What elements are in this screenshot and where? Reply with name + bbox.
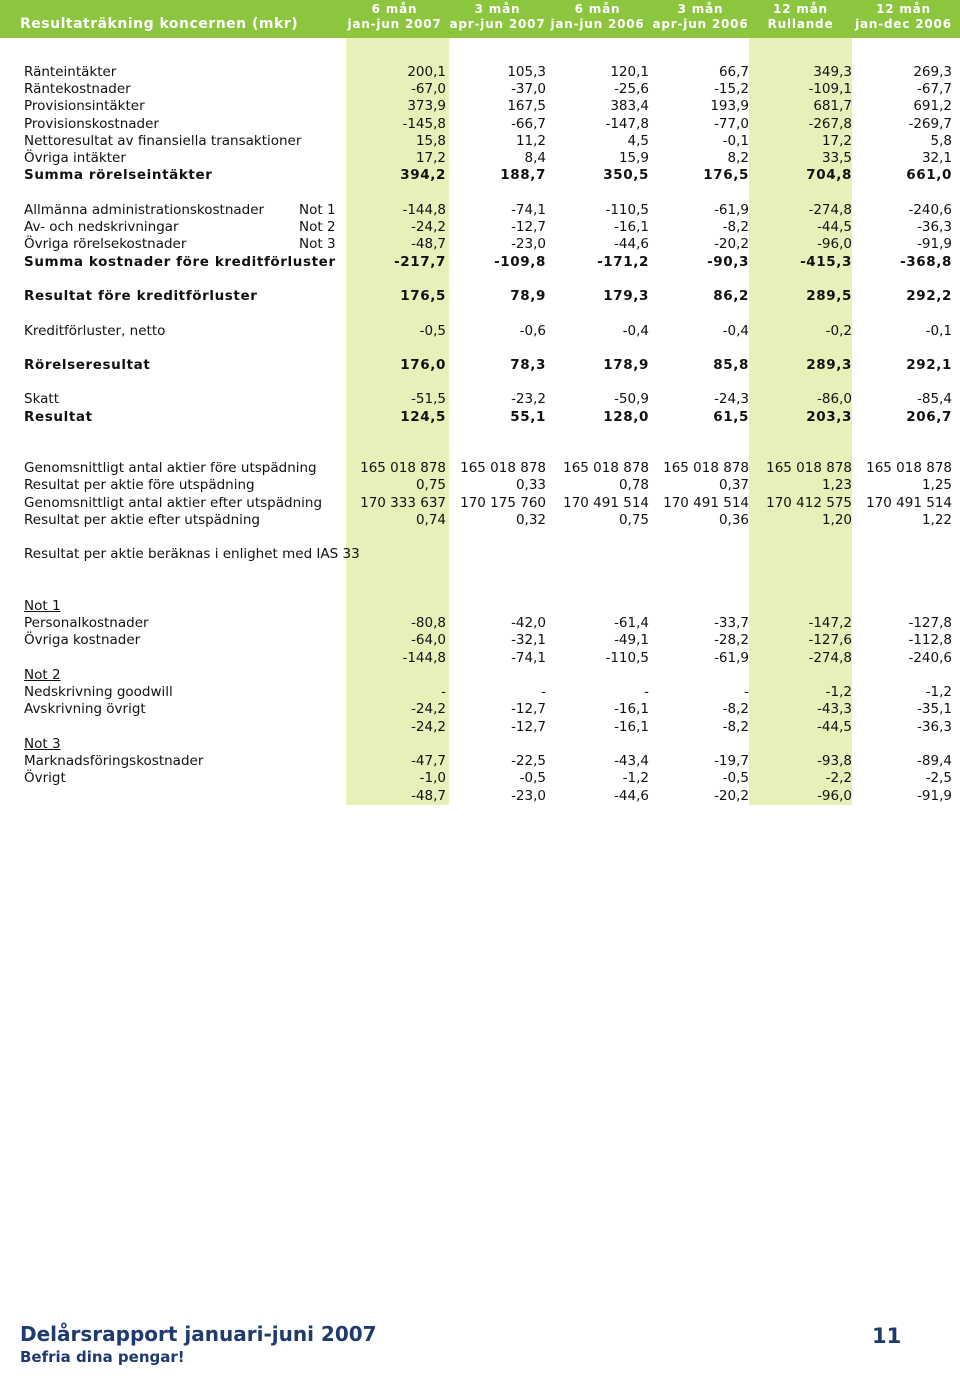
table-row xyxy=(0,701,960,718)
cell-value: -24,2 xyxy=(411,219,446,235)
cell-value: -0,5 xyxy=(419,323,446,339)
cell-value: 292,2 xyxy=(906,288,952,304)
cell-value: -43,4 xyxy=(614,753,649,769)
cell-value: -23,0 xyxy=(511,236,546,252)
cell-value: 176,0 xyxy=(400,357,446,373)
cell-value: -0,4 xyxy=(722,323,749,339)
table-row xyxy=(0,150,960,167)
page-title: Resultaträkning koncernen (mkr) xyxy=(20,16,299,32)
table-row xyxy=(0,219,960,236)
cell-value: -127,6 xyxy=(808,632,852,648)
cell-value: -147,2 xyxy=(808,615,852,631)
table-row xyxy=(0,133,960,150)
cell-value: -8,2 xyxy=(722,719,749,735)
table-row xyxy=(0,236,960,253)
cell-value: 170 175 760 xyxy=(460,495,546,511)
cell-value: 170 412 575 xyxy=(766,495,852,511)
cell-value: 120,1 xyxy=(610,64,649,80)
table-row xyxy=(0,632,960,649)
table-row xyxy=(0,736,960,753)
cell-value: 61,5 xyxy=(713,409,749,425)
table-row xyxy=(0,288,960,305)
cell-value: -49,1 xyxy=(614,632,649,648)
row-label: Resultat xyxy=(24,409,93,425)
cell-value: -274,8 xyxy=(808,202,852,218)
row-label: Summa rörelseintäkter xyxy=(24,167,213,183)
row-label: Not 2 xyxy=(24,667,61,683)
cell-value: 105,3 xyxy=(507,64,546,80)
report-title: Delårsrapport januari-juni 2007 xyxy=(20,1322,377,1346)
row-label: Rörelseresultat xyxy=(24,357,151,373)
row-label: Av- och nedskrivningar xyxy=(24,219,179,235)
table-header xyxy=(0,0,960,38)
cell-value: 289,3 xyxy=(806,357,852,373)
cell-value: 8,2 xyxy=(727,150,749,166)
cell-value: -86,0 xyxy=(817,391,852,407)
cell-value: -25,6 xyxy=(614,81,649,97)
column-header: 12 mån Rullande xyxy=(767,2,834,31)
cell-value: -0,4 xyxy=(622,323,649,339)
cell-value: 188,7 xyxy=(500,167,546,183)
cell-value: -33,7 xyxy=(714,615,749,631)
table-row xyxy=(0,477,960,494)
table-row xyxy=(0,81,960,98)
table-row xyxy=(0,770,960,787)
cell-value: 373,9 xyxy=(407,98,446,114)
cell-value: -8,2 xyxy=(722,701,749,717)
row-label: Summa kostnader före kreditförluster xyxy=(24,254,336,270)
cell-value: 33,5 xyxy=(821,150,852,166)
cell-value: -1,0 xyxy=(419,770,446,786)
cell-value: -42,0 xyxy=(511,615,546,631)
cell-value: -12,7 xyxy=(511,719,546,735)
row-label: Räntekostnader xyxy=(24,81,131,97)
cell-value: -2,5 xyxy=(925,770,952,786)
cell-value: -1,2 xyxy=(825,684,852,700)
cell-value: 176,5 xyxy=(703,167,749,183)
cell-value: -47,7 xyxy=(411,753,446,769)
table-row xyxy=(0,650,960,667)
cell-value: -44,5 xyxy=(817,219,852,235)
row-label: Nedskrivning goodwill xyxy=(24,684,173,700)
cell-value: -8,2 xyxy=(722,219,749,235)
cell-value: -61,9 xyxy=(714,650,749,666)
cell-value: -77,0 xyxy=(714,116,749,132)
cell-value: 165 018 878 xyxy=(360,460,446,476)
cell-value: -36,3 xyxy=(917,219,952,235)
cell-value: -48,7 xyxy=(411,788,446,804)
cell-value: 179,3 xyxy=(603,288,649,304)
cell-value: -269,7 xyxy=(908,116,952,132)
row-label: Avskrivning övrigt xyxy=(24,701,146,717)
cell-value: 1,20 xyxy=(821,512,852,528)
table-row xyxy=(0,667,960,684)
table-row xyxy=(0,598,960,615)
cell-value: 124,5 xyxy=(400,409,446,425)
cell-value: -16,1 xyxy=(614,719,649,735)
cell-value: 0,78 xyxy=(618,477,649,493)
cell-value: 0,37 xyxy=(718,477,749,493)
cell-value: -109,8 xyxy=(494,254,546,270)
cell-value: -85,4 xyxy=(917,391,952,407)
row-label: Resultat per aktie efter utspädning xyxy=(24,512,261,528)
cell-value: 0,75 xyxy=(415,477,446,493)
cell-value: 203,3 xyxy=(806,409,852,425)
cell-value: -112,8 xyxy=(908,632,952,648)
cell-value: -1,2 xyxy=(925,684,952,700)
cell-value: -415,3 xyxy=(800,254,852,270)
cell-value: -12,7 xyxy=(511,701,546,717)
table-row xyxy=(0,615,960,632)
table-row xyxy=(0,116,960,133)
cell-value: -109,1 xyxy=(808,81,852,97)
table-row xyxy=(0,684,960,701)
table-row xyxy=(0,460,960,477)
column-header: 3 mån apr-jun 2007 xyxy=(449,2,546,31)
cell-value: 66,7 xyxy=(718,64,749,80)
note-reference: Not 1 xyxy=(299,202,336,218)
cell-value: -0,2 xyxy=(825,323,852,339)
cell-value: 0,75 xyxy=(618,512,649,528)
cell-value: -16,1 xyxy=(614,219,649,235)
row-label: Personalkostnader xyxy=(24,615,149,631)
cell-value: - xyxy=(744,684,749,700)
row-label: Övriga kostnader xyxy=(24,632,141,648)
cell-value: -66,7 xyxy=(511,116,546,132)
table-row xyxy=(0,64,960,81)
cell-value: 17,2 xyxy=(415,150,446,166)
cell-value: 5,8 xyxy=(930,133,952,149)
cell-value: 0,33 xyxy=(515,477,546,493)
cell-value: -0,1 xyxy=(925,323,952,339)
cell-value: 1,23 xyxy=(821,477,852,493)
table-row xyxy=(0,357,960,374)
table-row xyxy=(0,719,960,736)
cell-value: -19,7 xyxy=(714,753,749,769)
cell-value: 193,9 xyxy=(710,98,749,114)
row-label: Provisionsintäkter xyxy=(24,98,145,114)
cell-value: -91,9 xyxy=(917,236,952,252)
cell-value: 681,7 xyxy=(813,98,852,114)
cell-value: 0,36 xyxy=(718,512,749,528)
cell-value: -96,0 xyxy=(817,788,852,804)
cell-value: 1,25 xyxy=(921,477,952,493)
row-label: Resultat per aktie beräknas i enlighet med IAS 33 xyxy=(24,546,360,562)
note-reference: Not 3 xyxy=(299,236,336,252)
cell-value: -274,8 xyxy=(808,650,852,666)
cell-value: 394,2 xyxy=(400,167,446,183)
table-row xyxy=(0,202,960,219)
row-label: Kreditförluster, netto xyxy=(24,323,166,339)
column-header: 12 mån jan-dec 2006 xyxy=(855,2,952,31)
cell-value: 165 018 878 xyxy=(766,460,852,476)
cell-value: 165 018 878 xyxy=(866,460,952,476)
row-label: Genomsnittligt antal aktier före utspädning xyxy=(24,460,317,476)
cell-value: 170 333 637 xyxy=(360,495,446,511)
cell-value: -43,3 xyxy=(817,701,852,717)
cell-value: -90,3 xyxy=(707,254,749,270)
cell-value: 8,4 xyxy=(524,150,546,166)
cell-value: -110,5 xyxy=(605,202,649,218)
cell-value: 165 018 878 xyxy=(563,460,649,476)
cell-value: 1,22 xyxy=(921,512,952,528)
cell-value: -61,9 xyxy=(714,202,749,218)
cell-value: -24,2 xyxy=(411,719,446,735)
cell-value: - xyxy=(644,684,649,700)
cell-value: - xyxy=(541,684,546,700)
cell-value: 15,8 xyxy=(415,133,446,149)
cell-value: -147,8 xyxy=(605,116,649,132)
cell-value: -0,1 xyxy=(722,133,749,149)
row-label: Not 3 xyxy=(24,736,61,752)
cell-value: -368,8 xyxy=(900,254,952,270)
cell-value: -171,2 xyxy=(597,254,649,270)
cell-value: 167,5 xyxy=(507,98,546,114)
cell-value: -16,1 xyxy=(614,701,649,717)
cell-value: -91,9 xyxy=(917,788,952,804)
row-label: Övriga intäkter xyxy=(24,150,126,166)
cell-value: -0,5 xyxy=(519,770,546,786)
cell-value: -50,9 xyxy=(614,391,649,407)
cell-value: -0,5 xyxy=(722,770,749,786)
row-label: Resultat per aktie före utspädning xyxy=(24,477,255,493)
row-label: Övriga rörelsekostnader xyxy=(24,236,187,252)
cell-value: 704,8 xyxy=(806,167,852,183)
cell-value: -51,5 xyxy=(411,391,446,407)
cell-value: -15,2 xyxy=(714,81,749,97)
row-label: Skatt xyxy=(24,391,60,407)
cell-value: 170 491 514 xyxy=(663,495,749,511)
cell-value: 661,0 xyxy=(906,167,952,183)
cell-value: 11,2 xyxy=(515,133,546,149)
table-row xyxy=(0,254,960,271)
cell-value: -0,6 xyxy=(519,323,546,339)
row-label: Provisionskostnader xyxy=(24,116,159,132)
cell-value: -127,8 xyxy=(908,615,952,631)
cell-value: -44,6 xyxy=(614,788,649,804)
cell-value: 165 018 878 xyxy=(663,460,749,476)
cell-value: -144,8 xyxy=(402,202,446,218)
cell-value: -23,2 xyxy=(511,391,546,407)
cell-value: -44,6 xyxy=(614,236,649,252)
row-label: Genomsnittligt antal aktier efter utspädning xyxy=(24,495,323,511)
cell-value: 85,8 xyxy=(713,357,749,373)
cell-value: -37,0 xyxy=(511,81,546,97)
cell-value: -144,8 xyxy=(402,650,446,666)
row-label: Resultat före kreditförluster xyxy=(24,288,258,304)
cell-value: 383,4 xyxy=(610,98,649,114)
cell-value: -36,3 xyxy=(917,719,952,735)
cell-value: -240,6 xyxy=(908,650,952,666)
cell-value: -24,3 xyxy=(714,391,749,407)
column-header: 6 mån jan-jun 2006 xyxy=(550,2,645,31)
cell-value: 206,7 xyxy=(906,409,952,425)
cell-value: 15,9 xyxy=(618,150,649,166)
cell-value: -48,7 xyxy=(411,236,446,252)
page-number: 11 xyxy=(872,1324,902,1348)
cell-value: 350,5 xyxy=(603,167,649,183)
cell-value: -74,1 xyxy=(511,202,546,218)
cell-value: 32,1 xyxy=(921,150,952,166)
cell-value: -67,7 xyxy=(917,81,952,97)
column-header: 3 mån apr-jun 2006 xyxy=(652,2,749,31)
cell-value: -20,2 xyxy=(714,788,749,804)
report-slogan: Befria dina pengar! xyxy=(20,1348,185,1366)
cell-value: 17,2 xyxy=(821,133,852,149)
note-reference: Not 2 xyxy=(299,219,336,235)
table-row xyxy=(0,323,960,340)
cell-value: - xyxy=(441,684,446,700)
cell-value: 349,3 xyxy=(813,64,852,80)
cell-value: 165 018 878 xyxy=(460,460,546,476)
table-row xyxy=(0,167,960,184)
cell-value: 78,9 xyxy=(510,288,546,304)
row-label: Allmänna administrationskostnader xyxy=(24,202,265,218)
cell-value: 289,5 xyxy=(806,288,852,304)
table-row xyxy=(0,391,960,408)
cell-value: -24,2 xyxy=(411,701,446,717)
cell-value: -22,5 xyxy=(511,753,546,769)
cell-value: -32,1 xyxy=(511,632,546,648)
cell-value: 178,9 xyxy=(603,357,649,373)
cell-value: 55,1 xyxy=(510,409,546,425)
cell-value: -74,1 xyxy=(511,650,546,666)
row-label: Övrigt xyxy=(24,770,66,786)
cell-value: -267,8 xyxy=(808,116,852,132)
cell-value: 4,5 xyxy=(627,133,649,149)
cell-value: -240,6 xyxy=(908,202,952,218)
cell-value: -89,4 xyxy=(917,753,952,769)
table-row xyxy=(0,495,960,512)
row-label: Nettoresultat av finansiella transaktioner xyxy=(24,133,302,149)
cell-value: -23,0 xyxy=(511,788,546,804)
cell-value: 86,2 xyxy=(713,288,749,304)
cell-value: 176,5 xyxy=(400,288,446,304)
cell-value: -1,2 xyxy=(622,770,649,786)
cell-value: -217,7 xyxy=(394,254,446,270)
cell-value: -61,4 xyxy=(614,615,649,631)
cell-value: 691,2 xyxy=(913,98,952,114)
cell-value: -20,2 xyxy=(714,236,749,252)
table-row xyxy=(0,512,960,529)
table-row xyxy=(0,788,960,805)
table-row xyxy=(0,753,960,770)
table-row xyxy=(0,409,960,426)
cell-value: 269,3 xyxy=(913,64,952,80)
cell-value: -12,7 xyxy=(511,219,546,235)
cell-value: 78,3 xyxy=(510,357,546,373)
cell-value: -80,8 xyxy=(411,615,446,631)
cell-value: -28,2 xyxy=(714,632,749,648)
cell-value: -145,8 xyxy=(402,116,446,132)
table-row xyxy=(0,98,960,115)
cell-value: -35,1 xyxy=(917,701,952,717)
row-label: Marknadsföringskostnader xyxy=(24,753,204,769)
cell-value: -96,0 xyxy=(817,236,852,252)
cell-value: 170 491 514 xyxy=(866,495,952,511)
cell-value: 292,1 xyxy=(906,357,952,373)
row-label: Not 1 xyxy=(24,598,61,614)
cell-value: -64,0 xyxy=(411,632,446,648)
cell-value: 170 491 514 xyxy=(563,495,649,511)
cell-value: 200,1 xyxy=(407,64,446,80)
cell-value: -67,0 xyxy=(411,81,446,97)
table-row xyxy=(0,546,960,563)
cell-value: 0,32 xyxy=(515,512,546,528)
cell-value: 0,74 xyxy=(415,512,446,528)
cell-value: -110,5 xyxy=(605,650,649,666)
column-header: 6 mån jan-jun 2007 xyxy=(347,2,442,31)
cell-value: -44,5 xyxy=(817,719,852,735)
row-label: Ränteintäkter xyxy=(24,64,117,80)
cell-value: 128,0 xyxy=(603,409,649,425)
cell-value: -2,2 xyxy=(825,770,852,786)
cell-value: -93,8 xyxy=(817,753,852,769)
